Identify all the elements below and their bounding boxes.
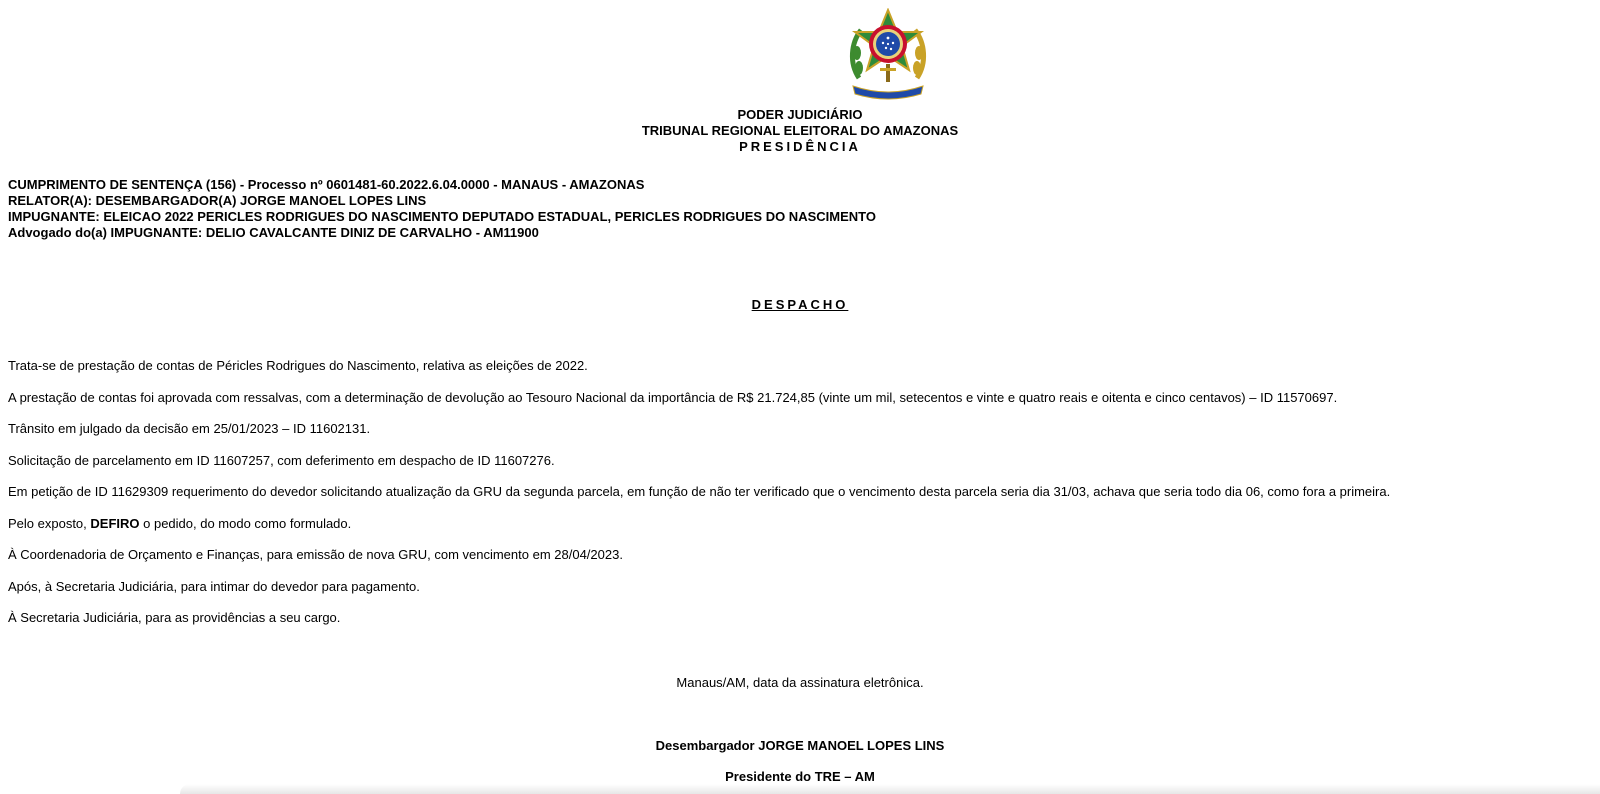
signature-role: Presidente do TRE – AM xyxy=(725,769,875,784)
paragraph: Em petição de ID 11629309 requerimento do devedor solicitando atualização da GRU da segunda parcela, em função de não ter verificado que o vencimento desta parcela seria dia 31/03, achava que seria todo dia 06, como fora a primeira. xyxy=(8,484,1391,499)
paragraph: Após, à Secretaria Judiciária, para intimar do devedor para pagamento. xyxy=(8,578,420,594)
header-presidency: PRESIDÊNCIA xyxy=(739,139,861,154)
case-info xyxy=(8,177,876,241)
header-power: PODER JUDICIÁRIO xyxy=(737,107,863,122)
case-process: CUMPRIMENTO DE SENTENÇA (156) - Processo nº 0601481-60.2022.6.04.0000 - MANAUS - AMAZONAS xyxy=(8,177,645,192)
brazil-coat-of-arms-icon xyxy=(845,8,931,100)
paragraph: À Coordenadoria de Orçamento e Finanças, para emissão de nova GRU, com vencimento em 28/04/2023. xyxy=(8,547,623,562)
signature-name: Desembargador JORGE MANOEL LOPES LINS xyxy=(655,738,945,753)
paragraph-decision xyxy=(8,516,1598,532)
document-body xyxy=(8,358,1598,642)
paragraph: Trata-se de prestação de contas de Péricles Rodrigues do Nascimento, relativa as eleições de 2022. xyxy=(8,358,588,373)
paragraph: Trânsito em julgado da decisão em 25/01/2023 – ID 11602131. xyxy=(8,421,371,436)
document-header xyxy=(0,107,1600,155)
case-impugnante: IMPUGNANTE: ELEICAO 2022 PERICLES RODRIGUES DO NASCIMENTO DEPUTADO ESTADUAL, PERICLES RODRIGUES DO NASCIMENTO xyxy=(8,209,876,224)
paragraph: A prestação de contas foi aprovada com ressalvas, com a determinação de devolução ao Tesouro Nacional da importância de R$ 21.724,85 (vinte um mil, setecentos e vinte e quatro reais e oitenta e cinco centavos) – ID 11570697. xyxy=(8,389,1338,405)
signature-place-date: Manaus/AM, data da assinatura eletrônica. xyxy=(676,675,924,690)
paragraph: À Secretaria Judiciária, para as providências a seu cargo. xyxy=(8,610,341,625)
decision-keyword: DEFIRO xyxy=(90,515,140,531)
document-title: DESPACHO xyxy=(751,297,849,312)
paragraph: Solicitação de parcelamento em ID 11607257, com deferimento em despacho de ID 11607276. xyxy=(8,452,555,468)
header-court: TRIBUNAL REGIONAL ELEITORAL DO AMAZONAS xyxy=(641,123,959,138)
window-bottom-shadow xyxy=(180,784,1600,794)
case-advogado: Advogado do(a) IMPUGNANTE: DELIO CAVALCANTE DINIZ DE CARVALHO - AM11900 xyxy=(8,225,539,240)
case-relator: RELATOR(A): DESEMBARGADOR(A) JORGE MANOEL LOPES LINS xyxy=(8,193,427,208)
decision-suffix: o pedido, do modo como formulado. xyxy=(139,515,352,531)
decision-prefix: Pelo exposto, xyxy=(8,515,91,531)
